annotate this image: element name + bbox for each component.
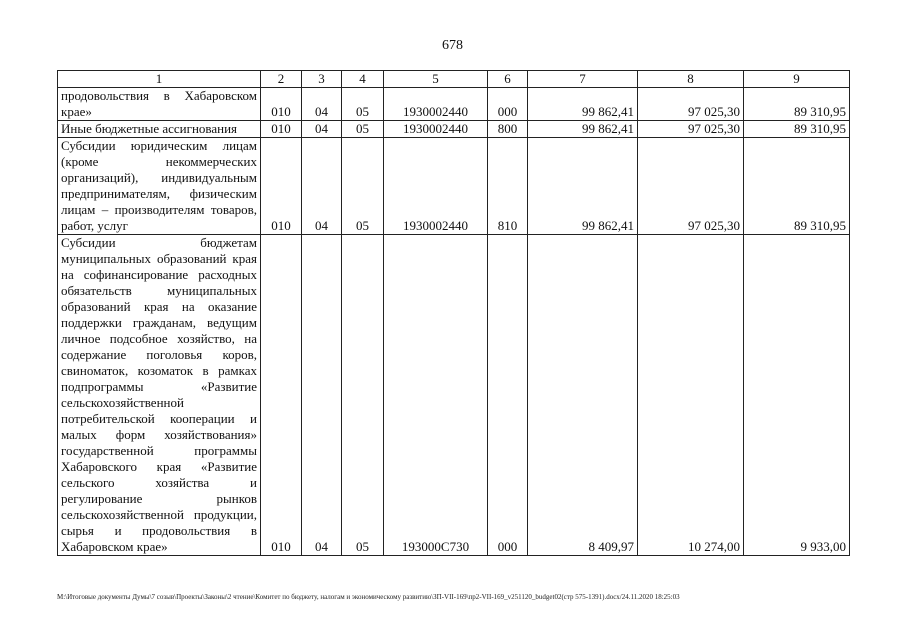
col-header-1: 1 bbox=[58, 71, 261, 88]
cell-subsection: 05 bbox=[342, 121, 384, 138]
cell-section: 04 bbox=[302, 138, 342, 235]
table-row bbox=[58, 88, 850, 121]
cell-ministry: 010 bbox=[261, 121, 302, 138]
footer-file-path: M:\Итоговые документы Думы\7 созыв\Проекты\Законы\2 чтение\Комитет по бюджету, налогам и экономическому развитию\ЗП-VII-169\пр2-VII-169_v251120_budget02(стр 575-1391).docx/24.11.2020 18:25:03 bbox=[57, 593, 680, 601]
cell-ministry: 010 bbox=[261, 138, 302, 235]
cell-amount-1: 99 862,41 bbox=[528, 138, 638, 235]
table-row bbox=[58, 235, 850, 556]
cell-amount-2: 97 025,30 bbox=[638, 88, 744, 121]
col-header-4: 4 bbox=[342, 71, 384, 88]
cell-expense-type: 000 bbox=[488, 235, 528, 556]
cell-target-article: 1930002440 bbox=[384, 138, 488, 235]
cell-section: 04 bbox=[302, 121, 342, 138]
cell-subsection: 05 bbox=[342, 88, 384, 121]
cell-target-article: 1930002440 bbox=[384, 121, 488, 138]
row-description: Субсидии юридическим лицам (кроме некоммерческих организаций), индивидуальным предпринимателям, физическим лицам – производителям товаров, работ, услуг bbox=[58, 138, 261, 235]
col-header-9: 9 bbox=[744, 71, 850, 88]
col-header-8: 8 bbox=[638, 71, 744, 88]
row-description: Субсидии бюджетам муниципальных образований края на софинансирование расходных обязательств муниципальных образований края на оказание поддержки гражданам, ведущим личное подсобное хозяйство, на содержание поголовья коров, свиноматок, козоматок в рамках подпрограммы «Развитие сельскохозяйственной потребительской кооперации и малых форм хозяйствования» государственной программы Хабаровского края «Развитие сельского хозяйства и регулирование рынков сельскохозяйственной продукции, сырья и продовольствия в Хабаровском крае» bbox=[58, 235, 261, 556]
cell-amount-1: 99 862,41 bbox=[528, 88, 638, 121]
cell-ministry: 010 bbox=[261, 235, 302, 556]
cell-expense-type: 000 bbox=[488, 88, 528, 121]
col-header-6: 6 bbox=[488, 71, 528, 88]
row-description: Иные бюджетные ассигнования bbox=[58, 121, 261, 138]
cell-amount-2: 10 274,00 bbox=[638, 235, 744, 556]
cell-amount-3: 89 310,95 bbox=[744, 138, 850, 235]
col-header-7: 7 bbox=[528, 71, 638, 88]
cell-ministry: 010 bbox=[261, 88, 302, 121]
cell-subsection: 05 bbox=[342, 138, 384, 235]
col-header-3: 3 bbox=[302, 71, 342, 88]
col-header-5: 5 bbox=[384, 71, 488, 88]
cell-amount-2: 97 025,30 bbox=[638, 138, 744, 235]
table-row bbox=[58, 138, 850, 235]
cell-amount-3: 89 310,95 bbox=[744, 121, 850, 138]
table-row bbox=[58, 121, 850, 138]
budget-table bbox=[57, 70, 850, 556]
row-description: продовольствия в Хабаровском крае» bbox=[58, 88, 261, 121]
page-number: 678 bbox=[442, 38, 463, 53]
header-row bbox=[58, 71, 850, 88]
cell-expense-type: 810 bbox=[488, 138, 528, 235]
cell-target-article: 1930002440 bbox=[384, 88, 488, 121]
col-header-2: 2 bbox=[261, 71, 302, 88]
cell-amount-1: 8 409,97 bbox=[528, 235, 638, 556]
cell-amount-3: 9 933,00 bbox=[744, 235, 850, 556]
cell-amount-3: 89 310,95 bbox=[744, 88, 850, 121]
cell-amount-2: 97 025,30 bbox=[638, 121, 744, 138]
cell-amount-1: 99 862,41 bbox=[528, 121, 638, 138]
cell-section: 04 bbox=[302, 235, 342, 556]
cell-subsection: 05 bbox=[342, 235, 384, 556]
cell-target-article: 193000С730 bbox=[384, 235, 488, 556]
cell-expense-type: 800 bbox=[488, 121, 528, 138]
cell-section: 04 bbox=[302, 88, 342, 121]
